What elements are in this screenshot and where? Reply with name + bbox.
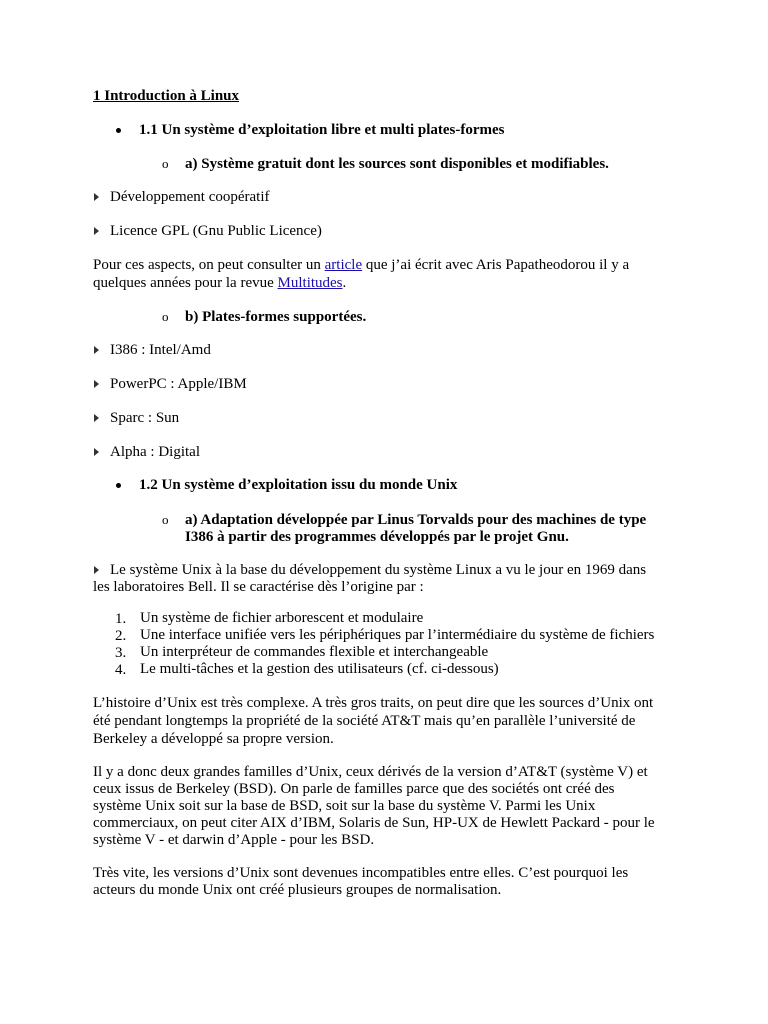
arrow-bullet-icon: [94, 414, 99, 422]
arrow-bullet-icon: [94, 566, 99, 574]
platform-item: Sparc : Sun: [110, 410, 180, 426]
numbered-item: Le multi-tâches et la gestion des utilisateurs (cf. ci-dessous): [140, 661, 499, 677]
multitudes-link[interactable]: Multitudes: [277, 275, 343, 291]
arrow-bullet-icon: [94, 346, 99, 354]
families-line: ceux issus de Berkeley (BSD). On parle de familles parce que des sociétés ont créé des: [93, 781, 615, 797]
page-title: 1 Introduction à Linux: [93, 88, 240, 104]
families-line: système V - et darwin d’Apple - pour les BSD.: [93, 832, 375, 848]
text: .: [342, 275, 347, 291]
list-number: 1.: [115, 611, 127, 627]
text: quelques années pour la revue: [93, 275, 278, 291]
families-line: Il y a donc deux grandes familles d’Unix, ceux dérivés de la version d’AT&T (système V) et: [93, 764, 648, 780]
normalisation-line: acteurs du monde Unix ont créé plusieurs groupes de normalisation.: [93, 882, 502, 898]
circle-bullet: o: [162, 512, 169, 527]
platform-item: PowerPC : Apple/IBM: [110, 376, 247, 392]
arrow-bullet-icon: [94, 227, 99, 235]
list-number: 2.: [115, 628, 127, 644]
list-number: 3.: [115, 645, 127, 661]
subsection-a2-line2: I386 à partir des programmes développés par le projet Gnu.: [185, 529, 569, 545]
platform-item: Alpha : Digital: [110, 444, 200, 460]
arrow-bullet-icon: [94, 448, 99, 456]
bullet-dot: [116, 483, 121, 488]
section-1-1-title: 1.1 Un système d’exploitation libre et multi plates-formes: [139, 122, 505, 138]
article-link[interactable]: article: [324, 257, 363, 273]
list-number: 4.: [115, 662, 127, 678]
numbered-item: Un interpréteur de commandes flexible et interchangeable: [140, 644, 489, 660]
section-1-2-title: 1.2 Un système d’exploitation issu du monde Unix: [139, 477, 458, 493]
circle-bullet: o: [162, 309, 169, 324]
history-line: Berkeley a développé sa propre version.: [93, 731, 334, 747]
paragraph-aspects-line2: [93, 274, 346, 292]
paragraph-aspects-line1: [93, 256, 629, 274]
subsection-a1: a) Système gratuit dont les sources sont disponibles et modifiables.: [185, 156, 609, 172]
history-line: été pendant longtemps la propriété de la société AT&T mais qu’en parallèle l’université de: [93, 713, 636, 729]
history-line: L’histoire d’Unix est très complexe. A très gros traits, on peut dire que les sources d’Unix ont: [93, 695, 654, 711]
platform-item: I386 : Intel/Amd: [110, 342, 211, 358]
numbered-item: Un système de fichier arborescent et modulaire: [140, 610, 424, 626]
families-line: système Unix soit sur la base de BSD, soit sur la base du système V. Parmi les Unix: [93, 798, 596, 814]
subsection-a2-line1: a) Adaptation développée par Linus Torvalds pour des machines de type: [185, 512, 647, 528]
numbered-item: Une interface unifiée vers les périphériques par l’intermédiaire du système de fichiers: [140, 627, 655, 643]
list-item: Développement coopératif: [110, 189, 270, 205]
subsection-b: b) Plates-formes supportées.: [185, 309, 367, 325]
arrow-bullet-icon: [94, 193, 99, 201]
unix-intro-line1: Le système Unix à la base du développement du système Linux a vu le jour en 1969 dans: [110, 562, 647, 578]
unix-intro-line2: les laboratoires Bell. Il se caractérise dès l’origine par :: [93, 579, 424, 595]
arrow-bullet-icon: [94, 380, 99, 388]
circle-bullet: o: [162, 156, 169, 171]
list-item: Licence GPL (Gnu Public Licence): [110, 223, 322, 239]
text: Pour ces aspects, on peut consulter un: [93, 257, 325, 273]
families-line: commerciaux, on peut citer AIX d’IBM, Solaris de Sun, HP-UX de Hewlett Packard - pour le: [93, 815, 655, 831]
normalisation-line: Très vite, les versions d’Unix sont devenues incompatibles entre elles. C’est pourquoi les: [93, 865, 629, 881]
text: que j’ai écrit avec Aris Papatheodorou il y a: [362, 257, 630, 273]
bullet-dot: [116, 128, 121, 133]
